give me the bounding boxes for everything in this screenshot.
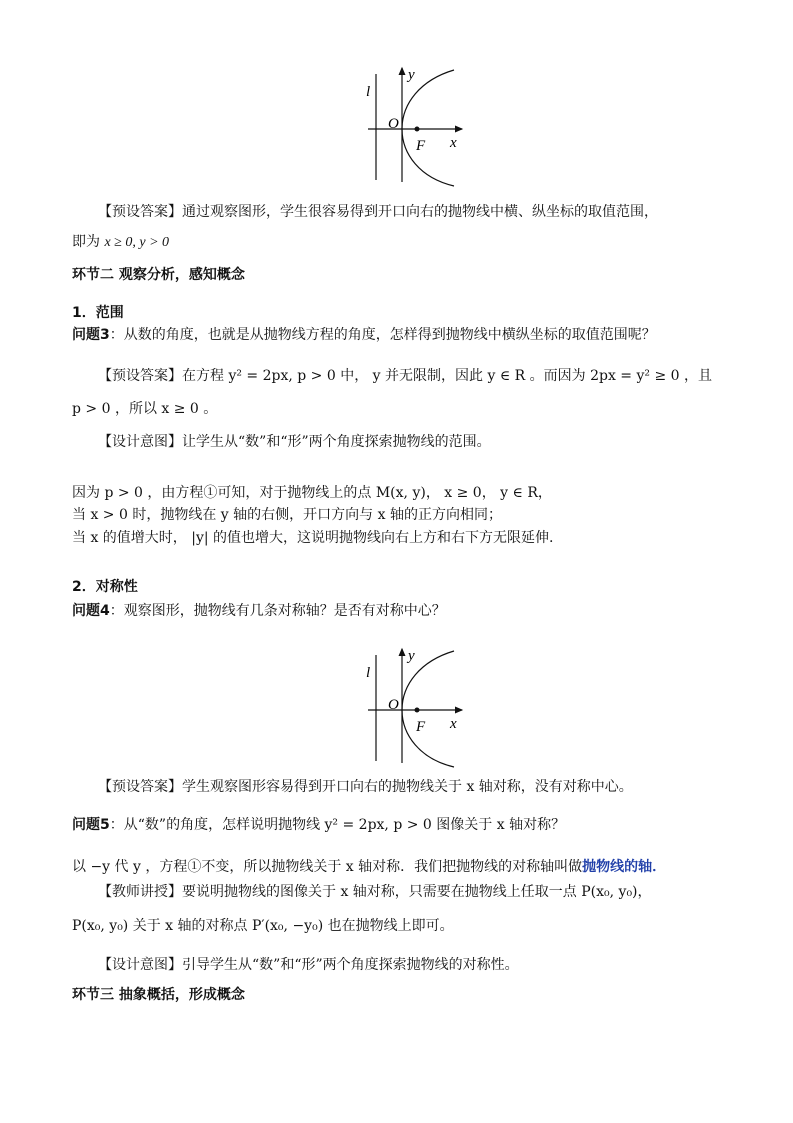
label-O: O bbox=[388, 697, 399, 713]
design-intent-3: 【设计意图】让学生从“数”和“形”两个角度探索抛物线的范围。 bbox=[98, 434, 491, 450]
question-5: 问题5：从“数”的角度，怎样说明抛物线 y² = 2px, p > 0 图像关于 x 轴对称？ bbox=[72, 817, 566, 833]
section-2-heading: 环节二 观察分析，感知概念 bbox=[72, 267, 245, 283]
label-l: l bbox=[366, 665, 371, 681]
teacher-explain-line1: 【教师讲授】要说明抛物线的图像关于 x 轴对称，只需要在抛物线上任取一点 P(x₀, y₀)， bbox=[98, 884, 652, 900]
parabola-curve bbox=[402, 70, 454, 186]
focus-point bbox=[415, 127, 420, 132]
question-4: 问题4：观察图形，抛物线有几条对称轴？是否有对称中心？ bbox=[72, 603, 446, 619]
label-F: F bbox=[416, 719, 426, 735]
parabola-figure-2 bbox=[362, 643, 472, 768]
label-x: x bbox=[450, 716, 457, 732]
subsection-range: 1．范围 bbox=[72, 305, 124, 321]
focus-point bbox=[415, 708, 420, 713]
label-y: y bbox=[408, 67, 415, 83]
label-l: l bbox=[366, 84, 371, 100]
range-reason-line1: 因为 p > 0 ，由方程①可知，对于抛物线上的点 M(x, y)， x ≥ 0， y ∈ R， bbox=[72, 485, 552, 501]
design-intent-5: 【设计意图】引导学生从“数”和“形”两个角度探索抛物线的对称性。 bbox=[98, 957, 519, 973]
label-y: y bbox=[408, 648, 415, 664]
preset-answer-3-line1: 【预设答案】在方程 y² = 2px, p > 0 中， y 并无限制，因此 y ∈ R 。而因为 2px = y² ≥ 0 ，且 bbox=[98, 368, 712, 384]
preset-answer-1-line2: 即为 x ≥ 0, y > 0 bbox=[72, 234, 170, 250]
question-3: 问题3：从数的角度，也就是从抛物线方程的角度，怎样得到抛物线中横纵坐标的取值范围呢？ bbox=[72, 327, 656, 343]
preset-answer-4: 【预设答案】学生观察图形容易得到开口向右的抛物线关于 x 轴对称，没有对称中心。 bbox=[98, 779, 633, 795]
parabola-curve bbox=[402, 651, 454, 767]
label-F: F bbox=[416, 138, 426, 154]
label-x: x bbox=[450, 135, 457, 151]
parabola-figure-1 bbox=[362, 62, 472, 187]
section-3-heading: 环节三 抽象概括，形成概念 bbox=[72, 987, 245, 1003]
axis-term: 抛物线的轴 bbox=[582, 859, 653, 875]
range-reason-line2: 当 x > 0 时，抛物线在 y 轴的右侧，开口方向与 x 轴的正方向相同； bbox=[72, 507, 502, 523]
symmetry-reason: 以 −y 代 y ，方程①不变，所以抛物线关于 x 轴对称．我们把抛物线的对称轴叫做抛物线的轴． bbox=[72, 859, 667, 875]
preset-answer-3-line2: p > 0 ，所以 x ≥ 0 。 bbox=[72, 401, 218, 417]
range-expression: x ≥ 0, y > 0 bbox=[104, 235, 170, 250]
teacher-explain-line2: P(x₀, y₀) 关于 x 轴的对称点 P′(x₀, −y₀) 也在抛物线上即可。 bbox=[72, 918, 454, 934]
label-O: O bbox=[388, 116, 399, 132]
range-reason-line3: 当 x 的值增大时， |y| 的值也增大，这说明抛物线向右上方和右下方无限延伸. bbox=[72, 530, 554, 546]
preset-answer-1-line1: 【预设答案】通过观察图形，学生很容易得到开口向右的抛物线中横、纵坐标的取值范围， bbox=[98, 204, 658, 220]
subsection-symmetry: 2．对称性 bbox=[72, 579, 138, 595]
